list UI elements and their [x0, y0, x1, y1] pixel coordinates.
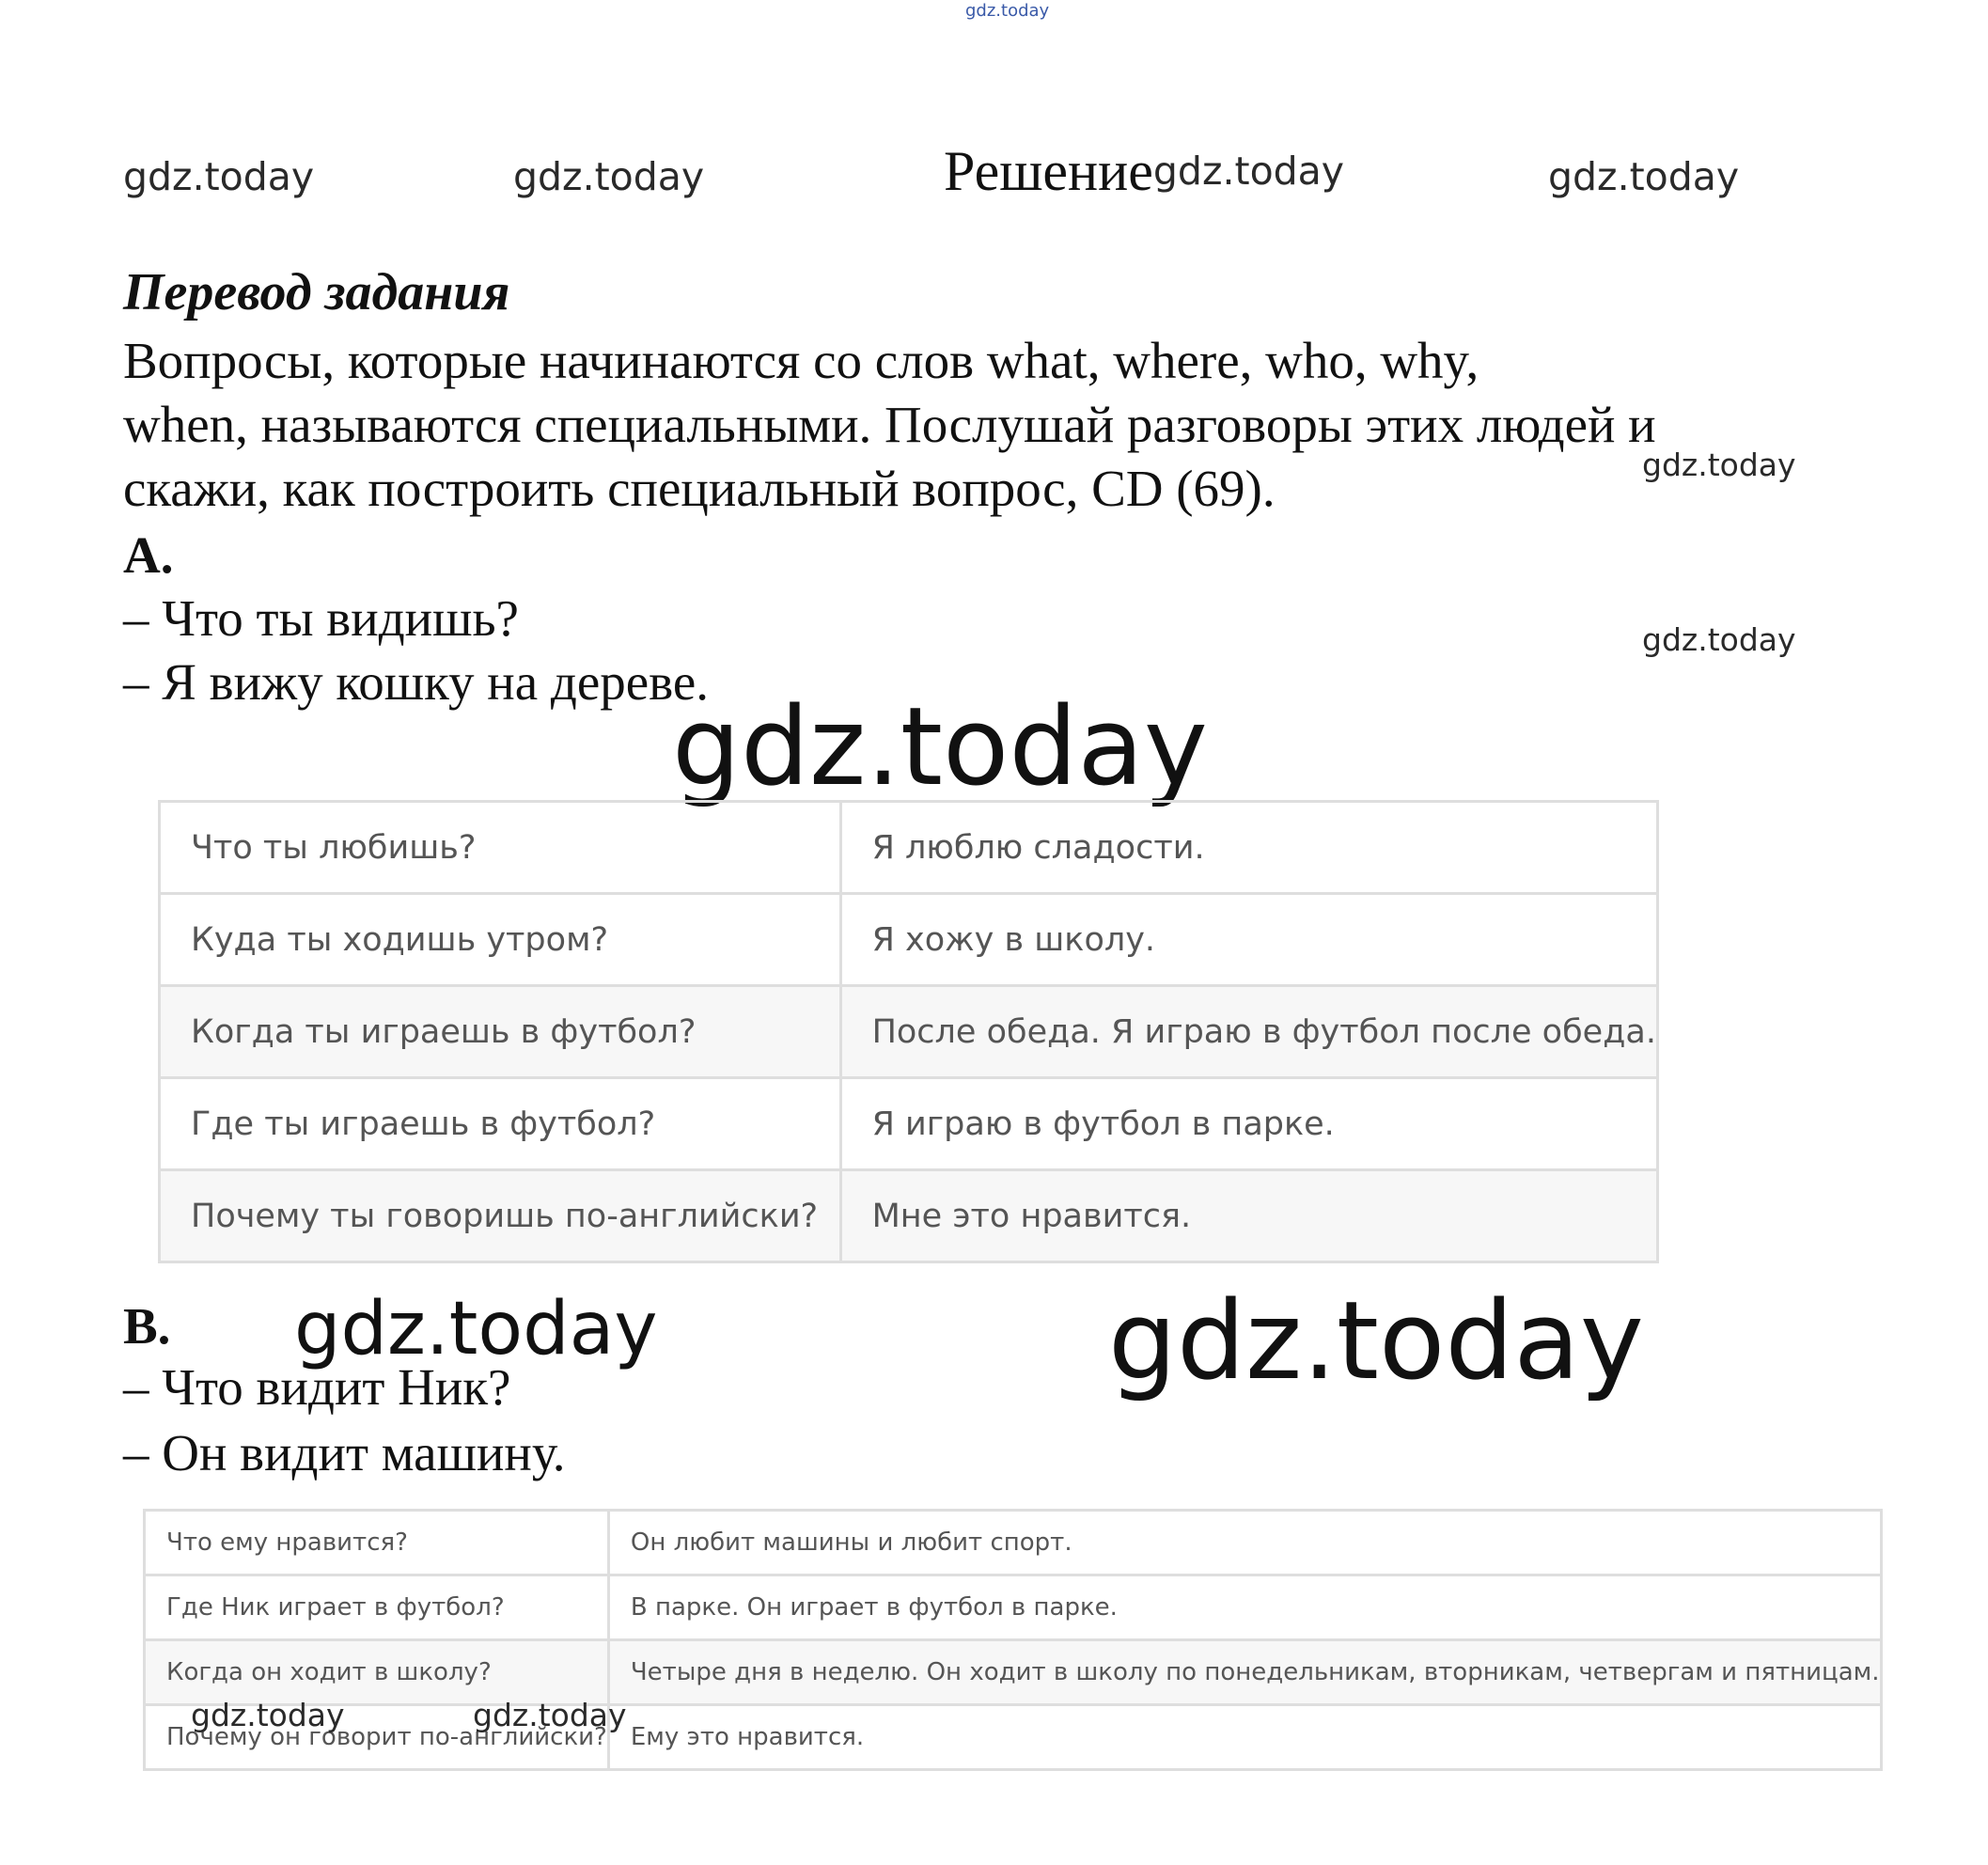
table-row — [145, 1511, 1882, 1575]
task-text-line: Вопросы, которые начинаются со слов what, where, who, why, — [123, 332, 1479, 389]
table-cell-answer: Мне это нравится. — [840, 1170, 1657, 1262]
table-cell-answer: Я люблю сладости. — [840, 802, 1657, 894]
watermark-table-b-1: gdz.today — [191, 1697, 345, 1733]
task-text-line: скажи, как построить специальный вопрос, CD (69). — [123, 460, 1276, 517]
table-cell-question: Когда ты играешь в футбол? — [160, 986, 841, 1078]
table-cell-question: Почему ты говоришь по-английски? — [160, 1170, 841, 1262]
watermark-right-1: gdz.today — [1642, 447, 1796, 483]
table-row — [145, 1640, 1882, 1705]
table-cell-answer: Ему это нравится. — [608, 1705, 1881, 1770]
table-cell-question: Что ему нравится? — [145, 1511, 609, 1575]
section-a-table — [158, 800, 1659, 1263]
table-row — [160, 986, 1658, 1078]
section-b-table — [143, 1509, 1883, 1771]
table-cell-question: Где ты играешь в футбол? — [160, 1078, 841, 1170]
table-cell-answer: После обеда. Я играю в футбол после обеда. — [840, 986, 1657, 1078]
section-b-dialog-answer: – Он видит машину. — [123, 1424, 566, 1481]
table-cell-answer: Четыре дня в неделю. Он ходит в школу по понедельникам, вторникам, четвергам и пятницам. — [608, 1640, 1881, 1705]
watermark-right-2: gdz.today — [1642, 621, 1796, 658]
table-cell-question: Когда он ходит в школу? — [145, 1640, 609, 1705]
table-row — [160, 1170, 1658, 1262]
watermark-header-4: gdz.today — [1548, 154, 1740, 199]
watermark-table-b-2: gdz.today — [473, 1697, 627, 1733]
table-row — [145, 1705, 1882, 1770]
watermark-top: gdz.today — [965, 1, 1050, 21]
table-cell-question: Почему он говорит по-английски? — [145, 1705, 609, 1770]
watermark-section-b-left: gdz.today — [294, 1287, 658, 1371]
table-cell-answer: Я играю в футбол в парке. — [840, 1078, 1657, 1170]
table-cell-question: Что ты любишь? — [160, 802, 841, 894]
table-row — [160, 802, 1658, 894]
table-row — [160, 1078, 1658, 1170]
table-cell-question: Где Ник играет в футбол? — [145, 1575, 609, 1640]
table-row — [160, 894, 1658, 986]
table-cell-answer: В парке. Он играет в футбол в парке. — [608, 1575, 1881, 1640]
table-cell-answer: Я хожу в школу. — [840, 894, 1657, 986]
section-b-dialog-question: – Что видит Ник? — [123, 1358, 511, 1416]
task-text-line: when, называются специальными. Послушай разговоры этих людей и — [123, 396, 1656, 453]
solution-heading-text: Решение — [944, 140, 1153, 202]
task-title: Перевод задания — [123, 263, 510, 321]
section-a-letter: A. — [123, 526, 174, 584]
section-a-dialog-question: – Что ты видишь? — [123, 589, 519, 647]
watermark-big-center: gdz.today — [672, 684, 1208, 810]
watermark-header-2: gdz.today — [513, 154, 705, 199]
task-text — [123, 329, 1853, 521]
section-a-dialog-answer: – Я вижу кошку на дереве. — [123, 653, 710, 711]
table-cell-question: Куда ты ходишь утром? — [160, 894, 841, 986]
solution-heading — [944, 140, 1345, 202]
watermark-header-1: gdz.today — [123, 154, 315, 199]
watermark-header-3: gdz.today — [1152, 149, 1345, 194]
watermark-section-b-right: gdz.today — [1108, 1278, 1644, 1404]
table-row — [145, 1575, 1882, 1640]
table-cell-answer: Он любит машины и любит спорт. — [608, 1511, 1881, 1575]
section-b-letter: B. — [123, 1297, 171, 1355]
